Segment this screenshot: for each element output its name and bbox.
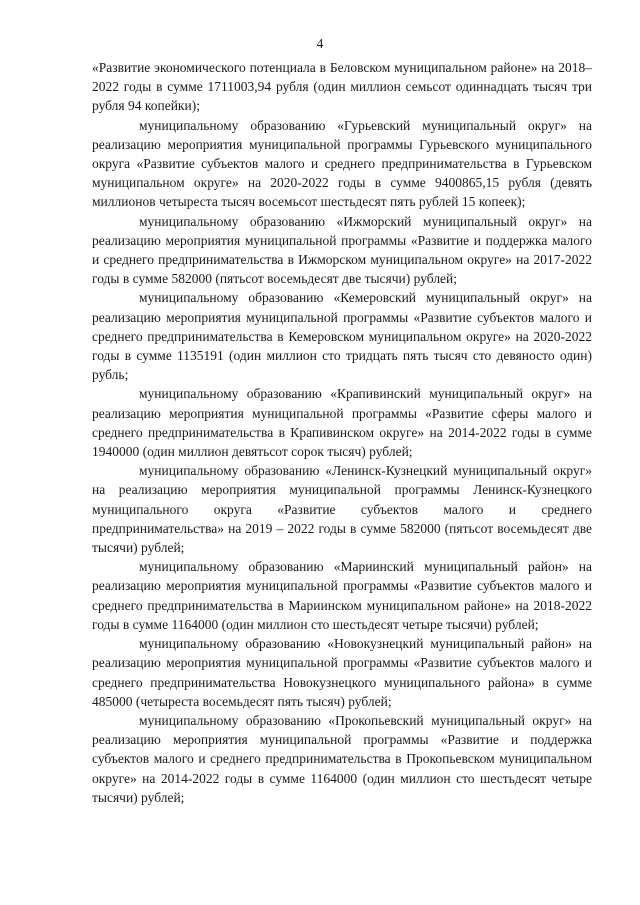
- document-body: [92, 58, 592, 807]
- paragraph-krapivinsky: муниципальному образованию «Крапивинский муниципальный округ» на реализацию мероприятия муниципальной программы «Развитие сферы малого и среднего предпринимательства в Крапивинском округе» на 2014-2022 годы в сумме 1940000 (один миллион девятьсот сорок тысяч) рублей;: [92, 386, 592, 460]
- paragraph-kemerovsky: муниципальному образованию «Кемеровский муниципальный округ» на реализацию мероприятия муниципальной программы «Развитие субъектов малого и среднего предпринимательства в Кемеровском муниципальном округе» на 2020-2022 годы в сумме 1135191 (один миллион сто тридцать пять тысяч сто девяносто один) рубль;: [92, 290, 592, 383]
- paragraph-leninsk-kuznetsky: муниципальному образованию «Ленинск-Кузнецкий муниципальный округ» на реализацию мероприятия муниципальной программы Ленинск-Кузнецкого муниципального округа «Развитие субъектов малого и среднего предпринимательства» на 2019 – 2022 годы в сумме 582000 (пятьсот восемьдесят две тысячи) рублей;: [92, 463, 592, 556]
- page-number: 4: [316, 36, 324, 51]
- paragraph-prokopyevsky: муниципальному образованию «Прокопьевский муниципальный округ» на реализацию мероприятия муниципальной программы «Развитие и поддержка субъектов малого и среднего предпринимательства в Прокопьевском муниципальном округе» на 2014-2022 годы в сумме 1164000 (один миллион сто шестьдесят четыре тысячи) рублей;: [92, 712, 592, 805]
- paragraph-mariinsky: муниципальному образованию «Мариинский муниципальный район» на реализацию мероприятия муниципальной программы «Развитие субъектов малого и среднего предпринимательства в Мариинском муниципальном районе» на 2018-2022 годы в сумме 1164000 (один миллион сто шестьдесят четыре тысячи) рублей;: [92, 559, 592, 632]
- paragraph-belovsky-continuation: «Развитие экономического потенциала в Беловском муниципальном районе» на 2018–2022 годы в сумме 1711003,94 рубля (один миллион семьсот одиннадцать тысяч три рубля 94 копейки);: [92, 60, 592, 114]
- paragraph-izhmorsky: муниципальному образованию «Ижморский муниципальный округ» на реализацию мероприятия муниципальной программы «Развитие и поддержка малого и среднего предпринимательства в Ижморском муниципальном округе» на 2017-2022 годы в сумме 582000 (пятьсот восемьдесят две тысячи) рублей;: [92, 213, 592, 287]
- paragraph-novokuznetsky: муниципальному образованию «Новокузнецкий муниципальный район» на реализацию мероприятия муниципальной программы «Развитие субъектов малого и среднего предпринимательства Новокузнецкого муниципального района» в сумме 485000 (четыреста восемьдесят пять тысяч) рублей;: [92, 636, 592, 709]
- paragraph-guryevsky: муниципальному образованию «Гурьевский муниципальный округ» на реализацию мероприятия муниципальной программы Гурьевского муниципального округа «Развитие субъектов малого и среднего предпринимательства в Гурьевском муниципальном округе» на 2020-2022 годы в сумме 9400865,15 рубля (девять миллионов четыреста тысяч восемьсот шестьдесят пять рублей 15 копеек);: [92, 117, 592, 210]
